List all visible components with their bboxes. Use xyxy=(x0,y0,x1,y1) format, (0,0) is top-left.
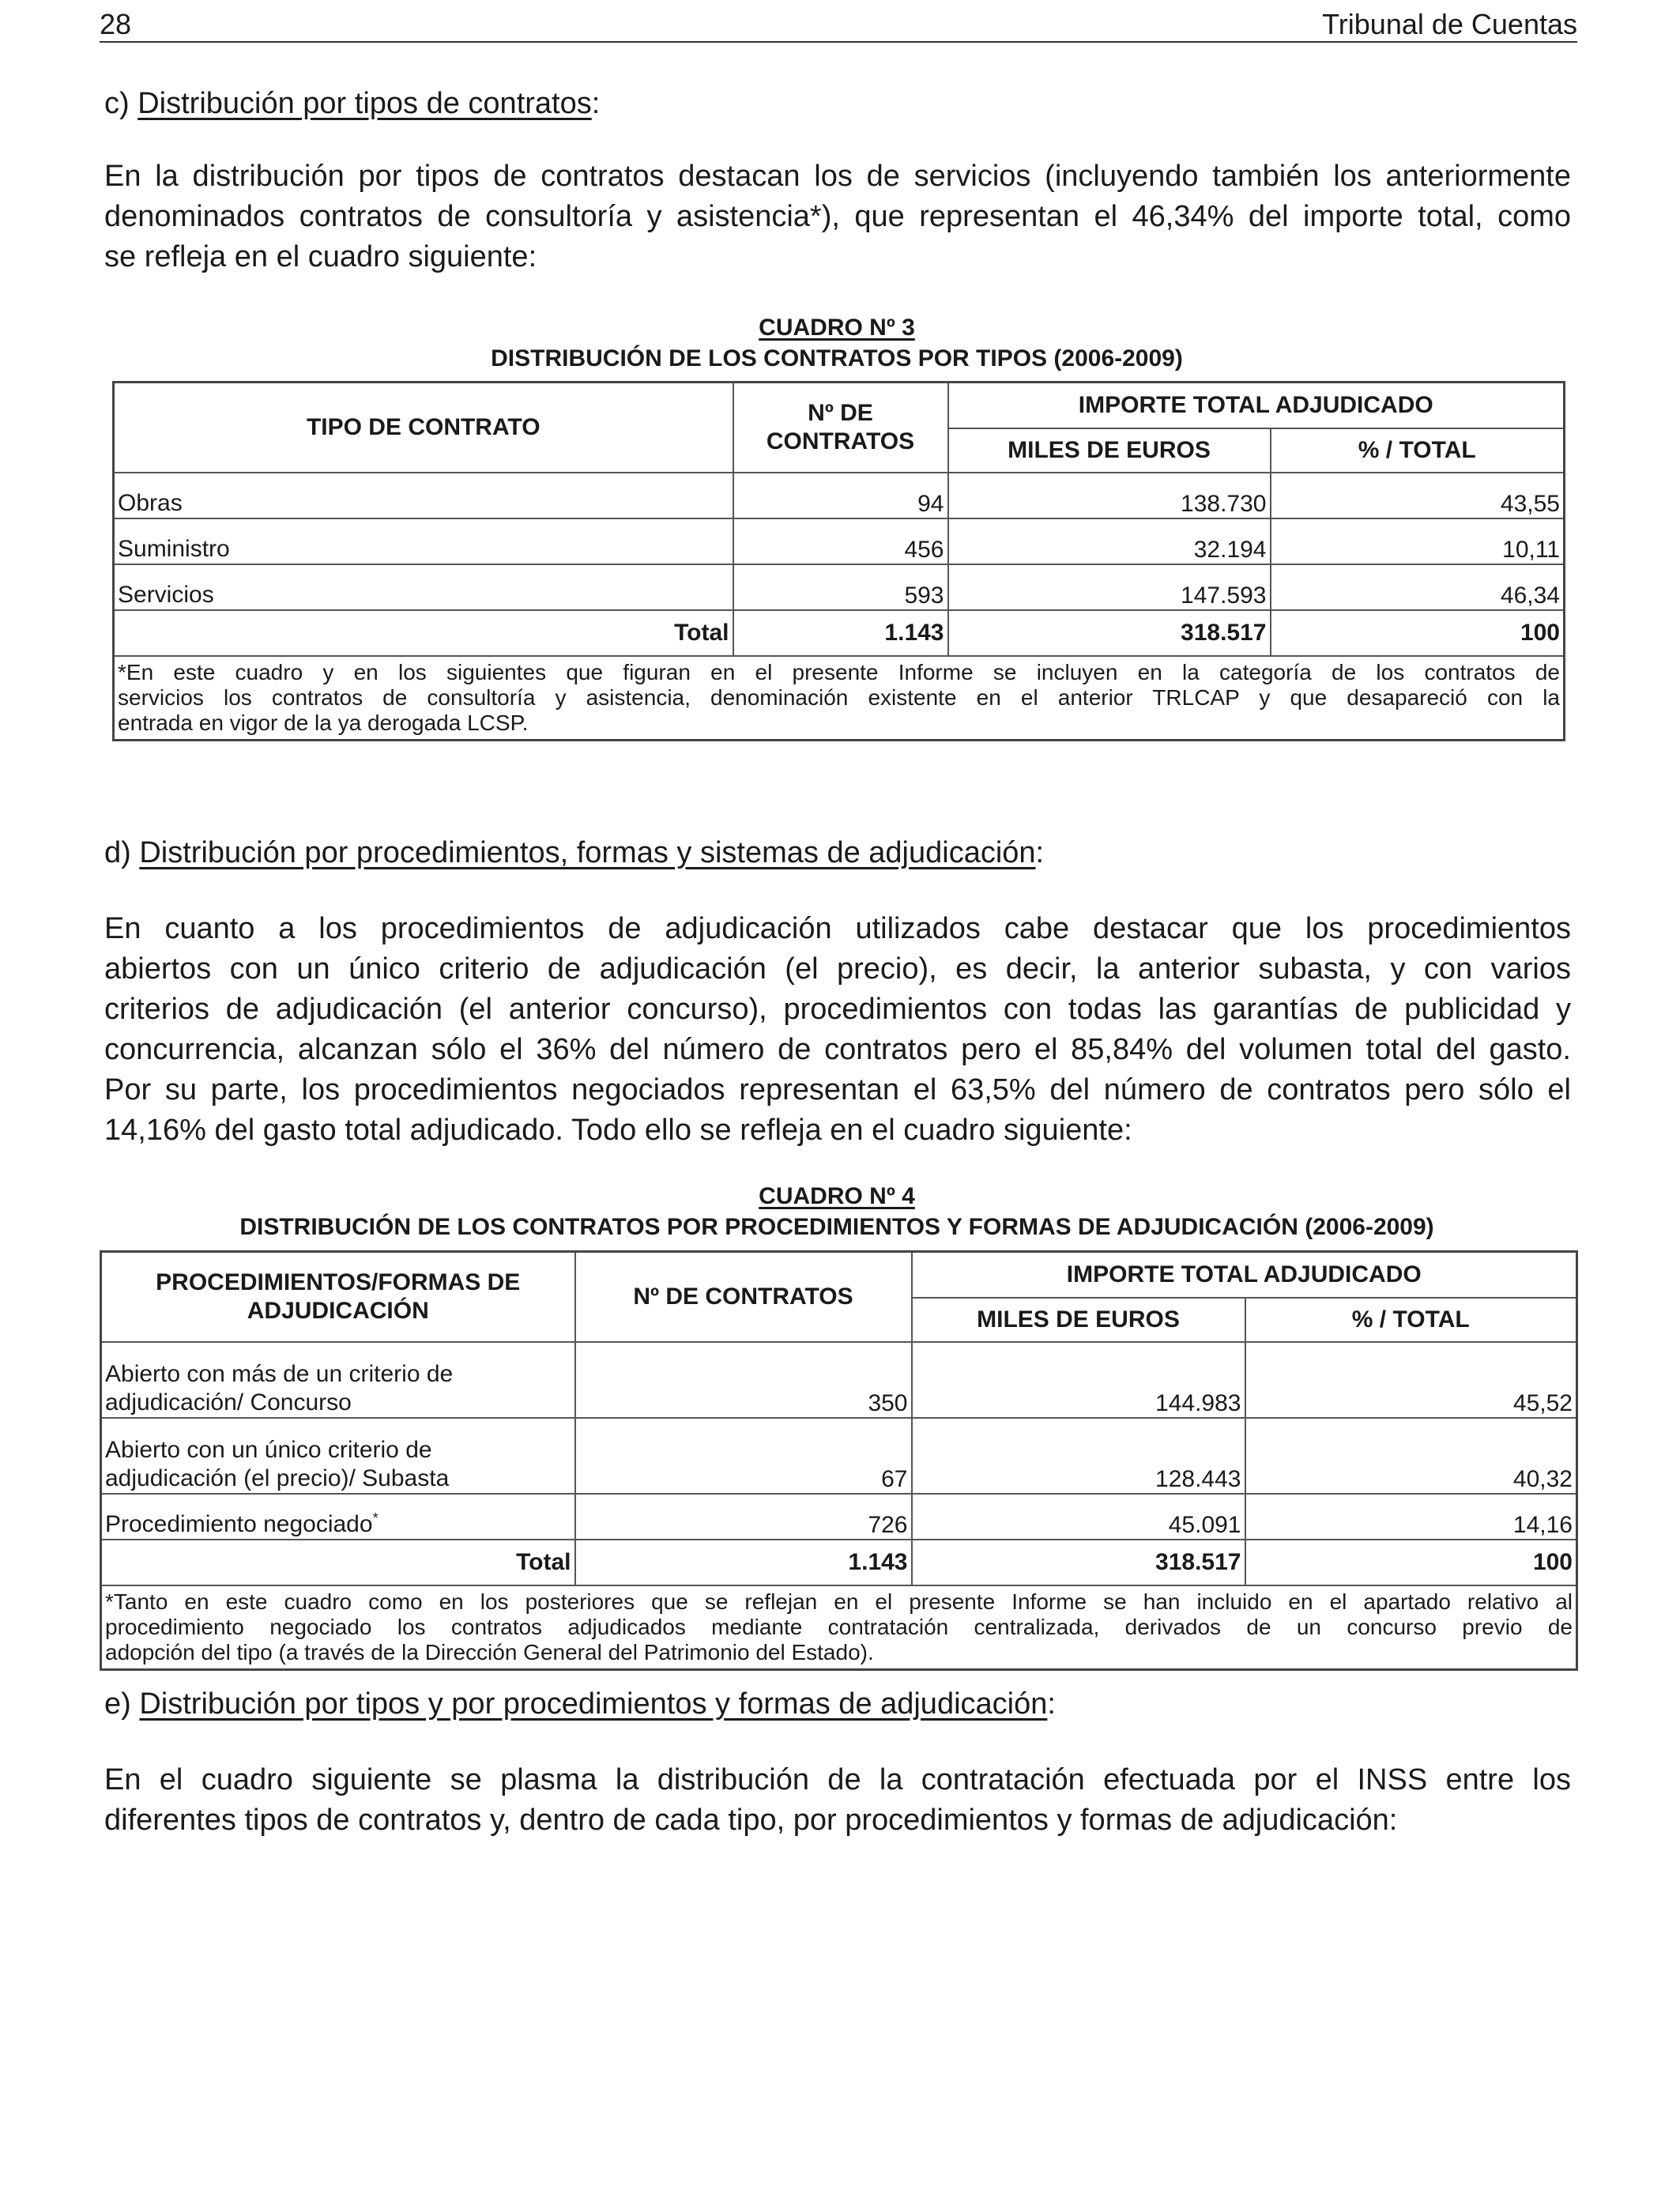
row-count: 350 xyxy=(575,1342,912,1418)
row-label: Abierto con más de un criterio de adjudicación/ Concurso xyxy=(101,1342,575,1418)
footnote-mark: * xyxy=(372,1510,379,1526)
cuadro4-header-count: Nº DE CONTRATOS xyxy=(575,1252,912,1342)
cuadro3-header-amount-group: IMPORTE TOTAL ADJUDICADO xyxy=(948,383,1565,428)
row-amount: 144.983 xyxy=(912,1342,1245,1418)
cuadro4-title: DISTRIBUCIÓN DE LOS CONTRATOS POR PROCEDIMIENTOS Y FORMAS DE ADJUDICACIÓN (2006-2009) xyxy=(239,1214,1434,1240)
section-c-title: Distribución por tipos de contratos xyxy=(137,87,592,120)
page-number: 28 xyxy=(100,8,132,40)
cuadro3-header-type: TIPO DE CONTRATO xyxy=(114,383,733,473)
section-e-heading: e) Distribución por tipos y por procedimientos y formas de adjudicación: xyxy=(104,1687,1056,1721)
table-row xyxy=(101,1342,1577,1418)
total-row xyxy=(101,1540,1577,1585)
cuadro3-table xyxy=(112,381,1565,741)
cuadro3-note: *En este cuadro y en los siguientes que figuran en el presente Informe se incluyen en la categoría de los contratos de servicios los contratos de consultoría y asistencia, denominación existente en el anterior TRLCAP y que desapareció con la entrada en vigor de la ya derogada LCSP. xyxy=(114,656,1565,741)
row-count: 67 xyxy=(575,1418,912,1494)
row-count: 94 xyxy=(733,473,948,518)
total-amount: 318.517 xyxy=(948,610,1271,656)
row-amount: 147.593 xyxy=(948,564,1271,610)
cuadro3-title: DISTRIBUCIÓN DE LOS CONTRATOS POR TIPOS (2006-2009) xyxy=(491,345,1183,371)
row-count: 726 xyxy=(575,1494,912,1540)
row-pct: 46,34 xyxy=(1271,564,1565,610)
total-pct: 100 xyxy=(1245,1540,1577,1585)
cuadro4-header-amount-group: IMPORTE TOTAL ADJUDICADO xyxy=(912,1252,1577,1298)
cuadro4-note: *Tanto en este cuadro como en los posteriores que se reflejan en el presente Informe se han incluido en el apartado relativo al procedimiento negociado los contratos adjudicados mediante contratación centralizada, derivados de un concurso previo de adopción del tipo (a través de la Dirección General del Patrimonio del Estado). xyxy=(101,1585,1577,1670)
cuadro4-header-procedure: PROCEDIMIENTOS/FORMAS DE ADJUDICACIÓN xyxy=(101,1252,575,1342)
row-amount: 128.443 xyxy=(912,1418,1245,1494)
row-label: Servicios xyxy=(114,564,733,610)
row-amount: 138.730 xyxy=(948,473,1271,518)
note-row xyxy=(114,656,1565,741)
section-d-title: Distribución por procedimientos, formas y sistemas de adjudicación xyxy=(139,836,1036,869)
cuadro4-header-amount: MILES DE EUROS xyxy=(912,1298,1245,1342)
row-pct: 14,16 xyxy=(1245,1494,1577,1540)
table-row xyxy=(114,564,1565,610)
cuadro3-header-pct: % / TOTAL xyxy=(1271,428,1565,473)
table-row xyxy=(114,473,1565,518)
cuadro4-number: CUADRO Nº 4 xyxy=(759,1183,915,1209)
section-d-paragraph: En cuanto a los procedimientos de adjudicación utilizados cabe destacar que los procedimientos abiertos con un único criterio de adjudicación (el precio), es decir, la anterior subasta, y con varios criterios de adjudicación (el anterior concurso), procedimientos con todas las garantías de publicidad y concurrencia, alcanzan sólo el 36% del número de contratos pero el 85,84% del volumen total del gasto. Por su parte, los procedimientos negociados representan el 63,5% del número de contratos pero sólo el 14,16% del gasto total adjudicado. Todo ello se refleja en el cuadro siguiente: xyxy=(104,912,1571,1147)
row-amount: 45.091 xyxy=(912,1494,1245,1540)
row-pct: 45,52 xyxy=(1245,1342,1577,1418)
row-pct: 43,55 xyxy=(1271,473,1565,518)
section-c-paragraph: En la distribución por tipos de contratos destacan los de servicios (incluyendo también los anteriormente denominados contratos de consultoría y asistencia*), que representan el 46,34% del importe total, como se refleja en el cuadro siguiente: xyxy=(104,160,1571,273)
section-d-heading: d) Distribución por procedimientos, formas y sistemas de adjudicación: xyxy=(104,836,1045,869)
total-pct: 100 xyxy=(1271,610,1565,656)
row-label: Procedimiento negociado* xyxy=(101,1494,575,1540)
table-row xyxy=(101,1418,1577,1494)
total-count: 1.143 xyxy=(575,1540,912,1585)
cuadro3-header-amount: MILES DE EUROS xyxy=(948,428,1271,473)
page-header xyxy=(100,5,1577,43)
row-label: Obras xyxy=(114,473,733,518)
cuadro4-header-pct: % / TOTAL xyxy=(1245,1298,1577,1342)
row-amount: 32.194 xyxy=(948,518,1271,564)
row-count: 593 xyxy=(733,564,948,610)
row-label: Abierto con un único criterio de adjudicación (el precio)/ Subasta xyxy=(101,1418,575,1494)
cuadro3-number: CUADRO Nº 3 xyxy=(759,315,915,341)
section-c-heading: c) Distribución por tipos de contratos: xyxy=(104,87,601,120)
total-label: Total xyxy=(101,1540,575,1585)
row-label: Suministro xyxy=(114,518,733,564)
cuadro4-table xyxy=(100,1250,1578,1671)
total-label: Total xyxy=(114,610,733,656)
total-amount: 318.517 xyxy=(912,1540,1245,1585)
header-organization: Tribunal de Cuentas xyxy=(1322,8,1577,40)
section-e-paragraph: En el cuadro siguiente se plasma la distribución de la contratación efectuada por el INSS entre los diferentes tipos de contratos y, dentro de cada tipo, por procedimientos y formas de adjudicación: xyxy=(104,1763,1571,1837)
cuadro3-header-count: Nº DE CONTRATOS xyxy=(733,383,948,473)
section-e-title: Distribución por tipos y por procedimientos y formas de adjudicación xyxy=(139,1687,1048,1721)
total-row xyxy=(114,610,1565,656)
row-count: 456 xyxy=(733,518,948,564)
row-pct: 10,11 xyxy=(1271,518,1565,564)
table-row xyxy=(114,518,1565,564)
total-count: 1.143 xyxy=(733,610,948,656)
table-row xyxy=(101,1494,1577,1540)
note-row xyxy=(101,1585,1577,1670)
row-pct: 40,32 xyxy=(1245,1418,1577,1494)
